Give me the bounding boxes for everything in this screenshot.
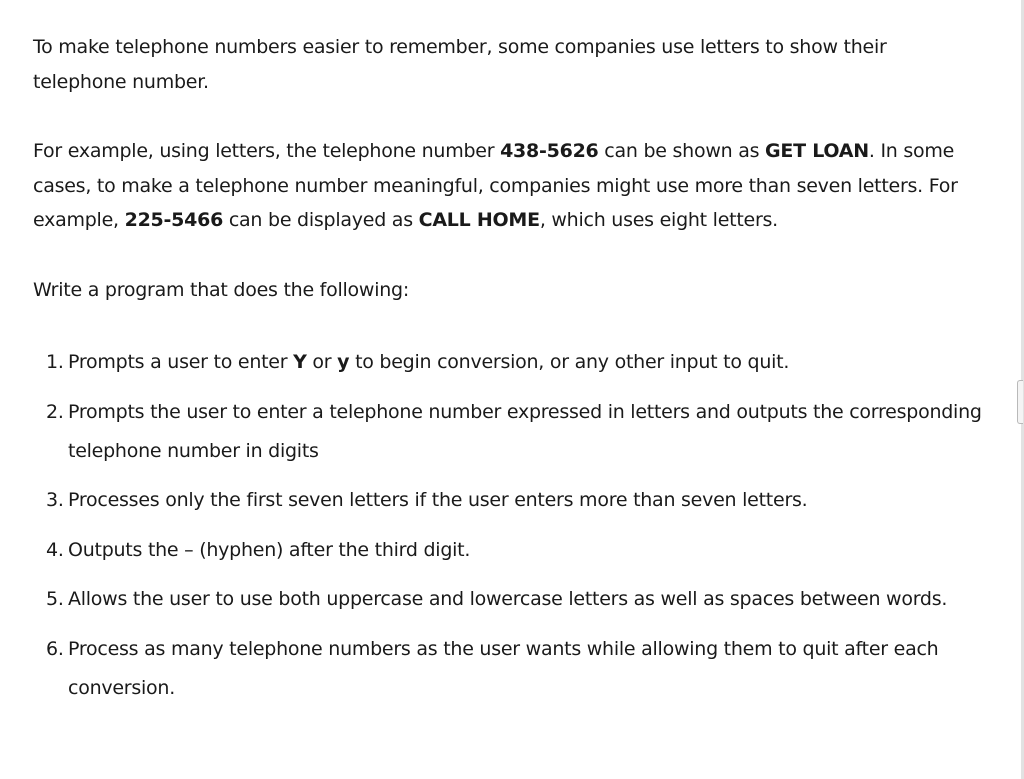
intro-paragraph: To make telephone numbers easier to remember, some companies use letters to show their telephone number. [33, 36, 887, 93]
example-word-1: GET LOAN [765, 140, 869, 162]
list-item-text: Prompts the user to enter a telephone number expressed in letters and outputs the corresponding telephone number in digits [68, 400, 982, 462]
list-item-text: Outputs the – (hyphen) after the third digit. [68, 538, 471, 561]
list-item-number: 3. [46, 489, 64, 511]
list-item-text: Process as many telephone numbers as the user wants while allowing them to quit after each conversion. [68, 637, 939, 699]
example-text-1: For example, using letters, the telephone number [33, 140, 501, 162]
list-item-number: 2. [46, 400, 64, 423]
problem-statement [33, 30, 985, 718]
example-text-2: can be shown as [598, 140, 766, 162]
requirements-lead: Write a program that does the following: [33, 278, 410, 301]
scrollbar-thumb[interactable] [1017, 380, 1023, 424]
list-item [33, 630, 985, 708]
key-lowercase-y: y [337, 351, 350, 373]
example-number-1: 438-5626 [500, 140, 599, 162]
key-uppercase-y: Y [293, 351, 307, 373]
requirements-list [33, 343, 985, 708]
list-item [33, 531, 985, 570]
list-item-text: Allows the user to use both uppercase and lowercase letters as well as spaces between words. [68, 588, 948, 610]
list-item-number: 5. [46, 588, 64, 610]
list-item [33, 481, 985, 520]
list-item [33, 393, 985, 471]
list-item-text: or [306, 351, 338, 373]
list-item [33, 343, 985, 382]
example-text-5: , which uses eight letters. [539, 209, 778, 231]
list-item-text: to begin conversion, or any other input to quit. [349, 351, 790, 373]
list-item-text: Prompts a user to enter [68, 351, 294, 373]
list-item-text: Processes only the first seven letters if the user enters more than seven letters. [68, 489, 808, 511]
list-item-number: 4. [46, 538, 64, 561]
list-item-number: 1. [46, 351, 64, 373]
example-number-2: 225-5466 [124, 209, 224, 231]
list-item-number: 6. [46, 637, 64, 660]
example-text-3: . In some cases, to make a telephone number meaningful, companies might use more than seven letters. For example, [33, 140, 958, 231]
list-item [33, 580, 985, 619]
example-word-2: CALL HOME [418, 209, 540, 231]
example-text-4: can be displayed as [223, 209, 419, 231]
example-paragraph [33, 134, 985, 238]
